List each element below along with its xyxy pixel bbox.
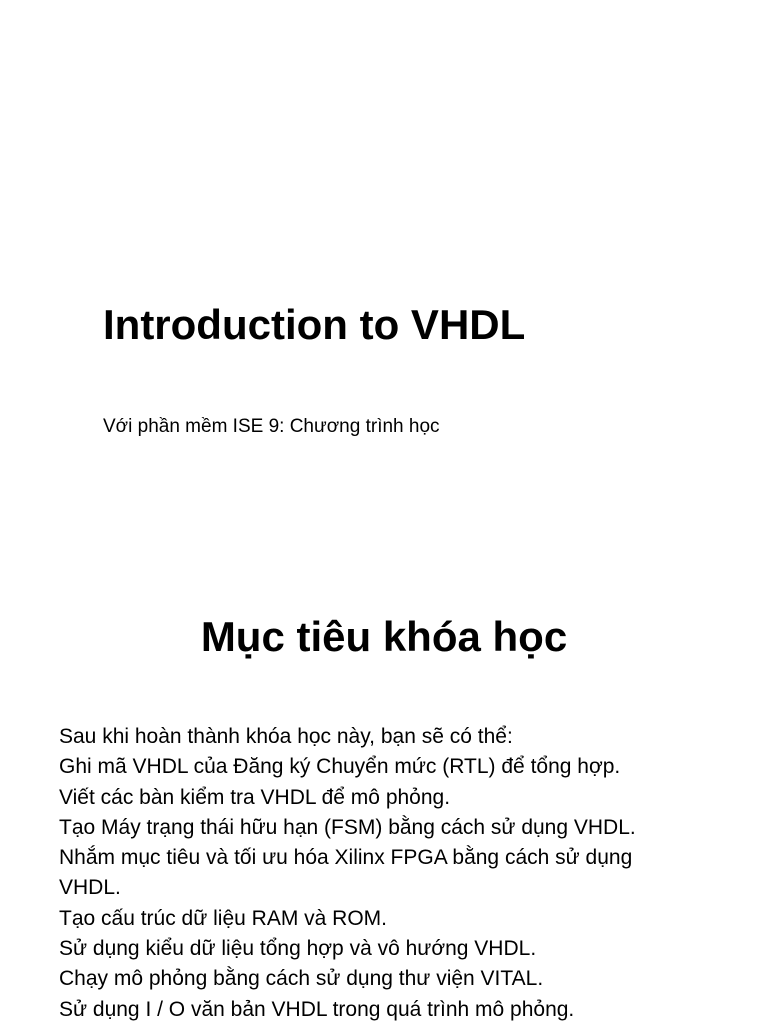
objectives-list (59, 752, 659, 1024)
objective-item: Sử dụng I / O văn bản VHDL trong quá trình mô phỏng. (59, 997, 575, 1021)
objective-item: Viết các bàn kiểm tra VHDL để mô phỏng. (59, 785, 451, 809)
objective-item: Sử dụng kiểu dữ liệu tổng hợp và vô hướng VHDL. (59, 937, 537, 961)
slide-title: Introduction to VHDL (103, 301, 526, 348)
section-heading: Mục tiêu khóa học (200, 613, 568, 660)
objective-item: Chạy mô phỏng bằng cách sử dụng thư viện VITAL. (59, 967, 544, 991)
slide-subtitle: Với phần mềm ISE 9: Chương trình học (103, 416, 440, 437)
objective-item: Tạo cấu trúc dữ liệu RAM và ROM. (59, 906, 387, 930)
objective-item: Ghi mã VHDL của Đăng ký Chuyển mức (RTL) để tổng hợp. (59, 755, 621, 779)
objectives-intro: Sau khi hoàn thành khóa học này, bạn sẽ có thể: (59, 725, 513, 748)
objective-item: Nhắm mục tiêu và tối ưu hóa Xilinx FPGA bằng cách sử dụng VHDL. (59, 846, 633, 900)
objective-item: Tạo Máy trạng thái hữu hạn (FSM) bằng cách sử dụng VHDL. (59, 815, 636, 839)
